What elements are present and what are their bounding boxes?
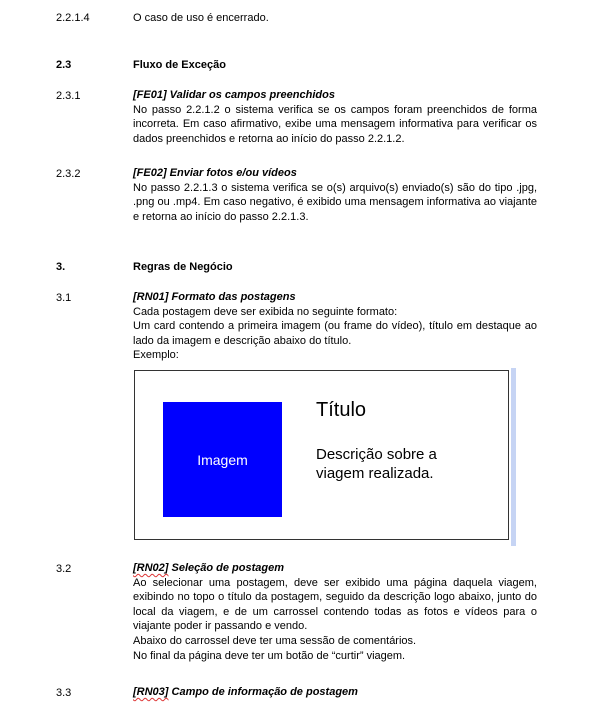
section-number: 2.3.1 <box>56 90 81 102</box>
selection-bar <box>511 368 516 546</box>
subsection-title: [FE01] Validar os campos preenchidos <box>133 89 335 101</box>
subsection-title: [FE02] Enviar fotos e/ou vídeos <box>133 167 297 179</box>
paragraph: Ao selecionar uma postagem, deve ser exibido uma página daquela viagem, exibindo no topo o título da postagem, seguido da descrição logo abaixo, junto do local da viagem, e de um carrossel contendo todas as fotos e vídeos para o viajante poder ir passando e vendo. <box>133 576 537 633</box>
paragraph: Exemplo: <box>133 349 179 362</box>
section-heading: Fluxo de Exceção <box>133 59 226 71</box>
subsection-title: [RN01] Formato das postagens <box>133 291 296 303</box>
example-card-description: Descrição sobre a viagem realizada. <box>316 446 437 482</box>
paragraph: No final da página deve ter um botão de “curtir” viagem. <box>133 649 406 662</box>
section-block <box>133 166 537 224</box>
section-heading: Regras de Negócio <box>133 261 233 273</box>
subsection-title <box>133 561 537 576</box>
section-number: 3. <box>56 261 66 273</box>
rule-title: Seleção de postagem <box>168 562 284 574</box>
section-block <box>133 88 537 146</box>
example-card-image <box>163 402 282 517</box>
section-number: 2.3.2 <box>56 168 81 180</box>
rule-title: Campo de informação de postagem <box>168 686 358 698</box>
paragraph: Um card contendo a primeira imagem (ou frame do vídeo), título em destaque ao lado da imagem e descrição abaixo do título. <box>133 320 537 347</box>
paragraph: Abaixo do carrossel deve ter uma sessão de comentários. <box>133 634 417 647</box>
paragraph: Cada postagem deve ser exibida no seguinte formato: <box>133 305 398 318</box>
section-block <box>133 685 537 700</box>
rule-tag: [RN02] <box>133 562 169 574</box>
section-block <box>133 290 537 363</box>
subsection-title <box>133 685 537 700</box>
paragraph: No passo 2.2.1.3 o sistema verifica se o(s) arquivo(s) enviado(s) são do tipo .jpg, .png ou .mp4. Em caso negativo, é exibido uma mensagem informativa ao viajante e retorna ao início do passo 2.2.1.3. <box>133 181 537 223</box>
example-card-image-label: Imagem <box>197 451 248 468</box>
section-number: 2.2.1.4 <box>56 12 90 24</box>
example-card <box>134 370 509 540</box>
section-number: 3.1 <box>56 292 72 304</box>
paragraph: No passo 2.2.1.2 o sistema verifica se os campos foram preenchidos de forma incorreta. Em caso afirmativo, exibe uma mensagem informativa para verificar os dados preenchidos e retorna ao início do passo 2.2.1.2. <box>133 103 537 145</box>
section-number: 3.3 <box>56 687 72 699</box>
section-number: 3.2 <box>56 563 72 575</box>
section-number: 2.3 <box>56 59 72 71</box>
rule-tag: [RN03] <box>133 686 169 698</box>
example-card-title: Título <box>316 399 367 421</box>
paragraph: O caso de uso é encerrado. <box>133 12 269 24</box>
section-block <box>133 561 537 663</box>
